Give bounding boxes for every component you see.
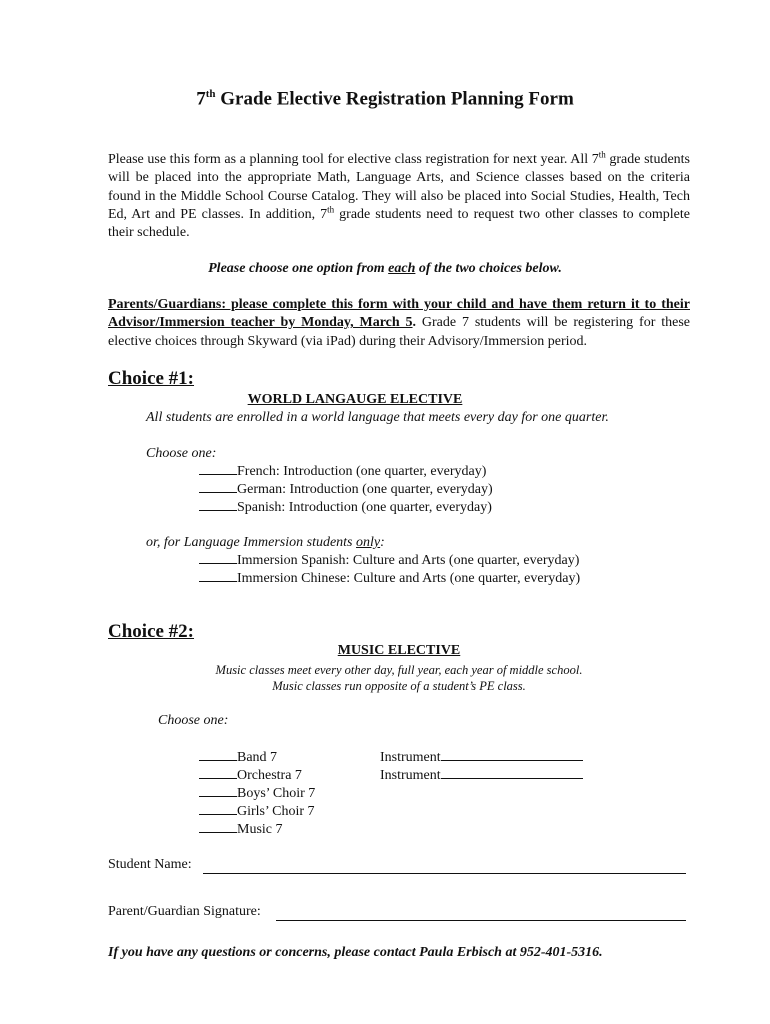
option-immersion-spanish[interactable]: Immersion Spanish: Culture and Arts (one quarter, everyday) [199, 551, 579, 570]
option-blank[interactable] [199, 498, 237, 511]
option-band[interactable]: Band 7 [199, 748, 277, 767]
option-immersion-chinese[interactable]: Immersion Chinese: Culture and Arts (one quarter, everyday) [199, 569, 580, 588]
option-blank[interactable] [199, 569, 237, 582]
instrument-field-1[interactable]: Instrument [380, 748, 583, 767]
immersion-label: or, for Language Immersion students only: [146, 535, 385, 550]
contact-note: If you have any questions or concerns, please contact Paula Erbisch at 952-401-5316. [108, 945, 603, 960]
option-blank[interactable] [199, 820, 237, 833]
instrument-field-2[interactable]: Instrument [380, 766, 583, 785]
option-blank[interactable] [199, 462, 237, 475]
choose-one-label-1: Choose one: [146, 446, 217, 461]
world-language-title: WORLD LANGAUGE ELECTIVE [247, 392, 463, 407]
choose-instruction: Please choose one option from each of the two choices below. [208, 261, 562, 276]
page-title: 7th Grade Elective Registration Planning Form [196, 88, 574, 110]
music-note-1: Music classes meet every other day, full year, each year of middle school. [215, 663, 583, 677]
choice-1-heading: Choice #1: [108, 368, 195, 389]
student-name-line[interactable] [203, 872, 686, 874]
option-blank[interactable] [199, 551, 237, 564]
option-boys-choir[interactable]: Boys’ Choir 7 [199, 784, 315, 803]
option-orchestra[interactable]: Orchestra 7 [199, 766, 302, 785]
instrument-blank[interactable] [441, 766, 583, 779]
intro-paragraph: Please use this form as a planning tool for elective class registration for next year. All 7th grade students will be placed into the appropriate Math, Language Arts, and Science classes based on the criteria found in the Middle School Course Catalog. They will also be placed into Social Studies, Health, Tech Ed, Art and PE classes. In addition, 7th grade students need to request two other classes to complete their schedule. [108, 149, 691, 241]
choose-one-label-2: Choose one: [158, 713, 229, 728]
option-german[interactable]: German: Introduction (one quarter, everyday) [199, 480, 493, 499]
option-girls-choir[interactable]: Girls’ Choir 7 [199, 802, 315, 821]
option-blank[interactable] [199, 480, 237, 493]
parent-notice: Parents/Guardians: please complete this form with your child and have them return it to their Advisor/Immersion teacher by Monday, March 5. Grade 7 students will be registering for these elective choices through Skyward (via iPad) during their Advisory/Immersion period. [108, 297, 691, 349]
option-blank[interactable] [199, 766, 237, 779]
option-french[interactable]: French: Introduction (one quarter, everyday) [199, 462, 486, 481]
parent-signature-label: Parent/Guardian Signature: [108, 904, 261, 919]
music-elective-title: MUSIC ELECTIVE [337, 643, 461, 658]
option-blank[interactable] [199, 802, 237, 815]
parent-signature-line[interactable] [276, 919, 686, 921]
music-note-2: Music classes run opposite of a student’s PE class. [272, 679, 526, 693]
world-language-description: All students are enrolled in a world language that meets every day for one quarter. [146, 410, 609, 425]
choice-2-heading: Choice #2: [108, 621, 195, 642]
instrument-blank[interactable] [441, 748, 583, 761]
option-music[interactable]: Music 7 [199, 820, 283, 839]
option-blank[interactable] [199, 748, 237, 761]
option-spanish[interactable]: Spanish: Introduction (one quarter, everyday) [199, 498, 492, 517]
student-name-label: Student Name: [108, 857, 192, 872]
option-blank[interactable] [199, 784, 237, 797]
